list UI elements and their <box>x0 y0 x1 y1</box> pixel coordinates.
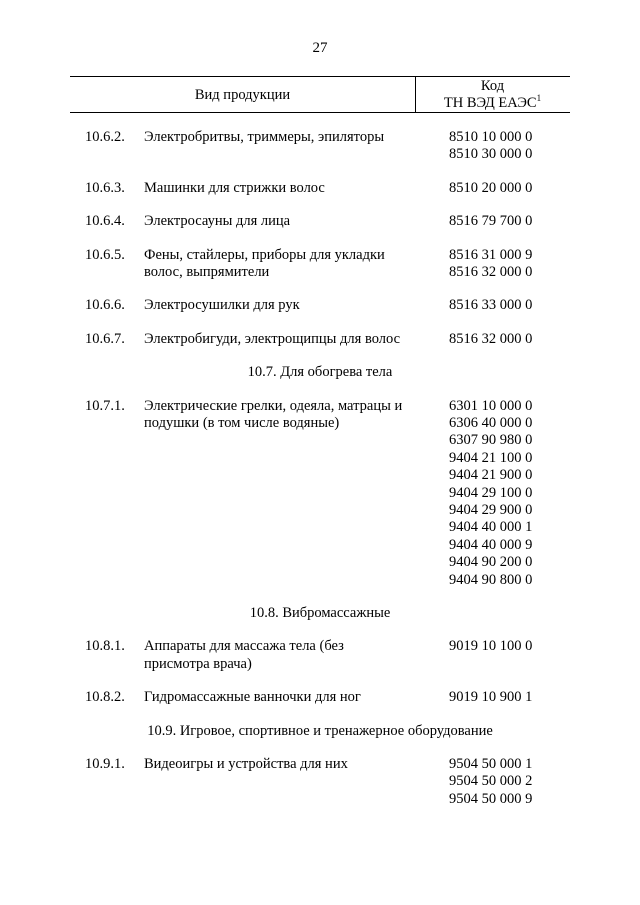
tn-ved-code: 9404 90 800 0 <box>449 571 533 588</box>
table-row <box>0 213 640 230</box>
table-row <box>0 331 640 348</box>
item-number: 10.6.5. <box>85 246 125 263</box>
table-row <box>0 129 640 164</box>
tn-ved-code: 9404 40 000 9 <box>449 536 533 553</box>
header-code-label: ТН ВЭД ЕАЭС <box>443 95 537 111</box>
item-codes <box>449 398 532 589</box>
section-heading: 10.7. Для обогрева тела <box>247 364 393 381</box>
tn-ved-code: 9504 50 000 1 <box>449 756 533 773</box>
item-codes <box>449 297 532 314</box>
header-code-footnote: 1 <box>536 93 542 104</box>
item-number: 10.6.3. <box>85 179 125 196</box>
table-row <box>0 180 640 197</box>
header-bottom-rule <box>70 112 570 113</box>
tn-ved-code: 8516 33 000 0 <box>449 297 533 314</box>
item-codes <box>449 213 532 230</box>
header-code-line1: Код <box>480 78 505 94</box>
tn-ved-code: 6301 10 000 0 <box>449 397 533 414</box>
tn-ved-code: 8516 79 700 0 <box>449 213 533 230</box>
header-code-line2 <box>415 95 570 112</box>
item-number: 10.7.1. <box>85 397 125 414</box>
tn-ved-code: 8510 20 000 0 <box>449 179 533 196</box>
section-heading: 10.9. Игровое, спортивное и тренажерное оборудование <box>147 722 493 739</box>
tn-ved-code: 8516 32 000 0 <box>449 330 533 347</box>
item-name: Электрические грелки, одеяла, матрацы и подушки (в том числе водяные) <box>144 397 403 432</box>
tn-ved-code: 8516 32 000 0 <box>449 264 533 281</box>
tn-ved-code: 9504 50 000 2 <box>449 773 533 790</box>
item-name: Аппараты для массажа тела (без присмотра врача) <box>144 638 344 672</box>
item-codes <box>449 638 532 655</box>
item-name: Видеоигры и устройства для них <box>144 756 348 773</box>
item-number: 10.6.7. <box>85 330 125 347</box>
item-name: Машинки для стрижки волос <box>144 179 325 196</box>
item-name: Гидромассажные ванночки для ног <box>144 689 361 706</box>
tn-ved-code: 8516 31 000 9 <box>449 246 533 263</box>
item-number: 10.6.4. <box>85 213 125 230</box>
header-code-column <box>415 78 570 112</box>
item-name: Электросушилки для рук <box>144 297 300 314</box>
tn-ved-code: 9504 50 000 9 <box>449 790 533 807</box>
header-top-rule <box>70 76 570 77</box>
table-row <box>0 398 640 589</box>
product-table-body <box>0 129 640 824</box>
table-row <box>0 638 640 673</box>
section-heading: 10.8. Вибромассажные <box>249 605 391 622</box>
tn-ved-code: 9404 29 900 0 <box>449 502 533 519</box>
tn-ved-code: 9019 10 900 1 <box>449 689 533 706</box>
tn-ved-code: 8510 30 000 0 <box>449 146 533 163</box>
item-codes <box>449 756 532 808</box>
item-codes <box>449 129 532 164</box>
item-number: 10.8.2. <box>85 689 125 706</box>
item-name: Электробритвы, триммеры, эпиляторы <box>144 129 385 145</box>
tn-ved-code: 9404 90 200 0 <box>449 554 533 571</box>
table-row <box>0 297 640 314</box>
table-row <box>0 689 640 706</box>
tn-ved-code: 6307 90 980 0 <box>449 432 533 449</box>
item-codes <box>449 247 532 282</box>
tn-ved-code: 9404 21 100 0 <box>449 449 533 466</box>
tn-ved-code: 6306 40 000 0 <box>449 415 533 432</box>
tn-ved-code: 9404 29 100 0 <box>449 484 533 501</box>
item-codes <box>449 180 532 197</box>
item-number: 10.6.2. <box>85 129 125 145</box>
item-number: 10.9.1. <box>85 756 125 773</box>
tn-ved-code: 9019 10 100 0 <box>449 638 533 655</box>
item-name: Фены, стайлеры, приборы для укладки волос, выпрямители <box>144 246 385 281</box>
item-number: 10.6.6. <box>85 297 125 314</box>
tn-ved-code: 8510 10 000 0 <box>449 129 533 145</box>
item-codes <box>449 331 532 348</box>
table-row <box>0 756 640 808</box>
tn-ved-code: 9404 40 000 1 <box>449 519 533 536</box>
item-number: 10.8.1. <box>85 638 125 655</box>
table-row <box>0 247 640 282</box>
item-name: Электробигуди, электрощипцы для волос <box>144 330 401 347</box>
item-codes <box>449 689 532 706</box>
page-number: 27 <box>312 40 328 56</box>
header-product-column: Вид продукции <box>194 87 291 103</box>
tn-ved-code: 9404 21 900 0 <box>449 467 533 484</box>
item-name: Электросауны для лица <box>144 213 291 230</box>
